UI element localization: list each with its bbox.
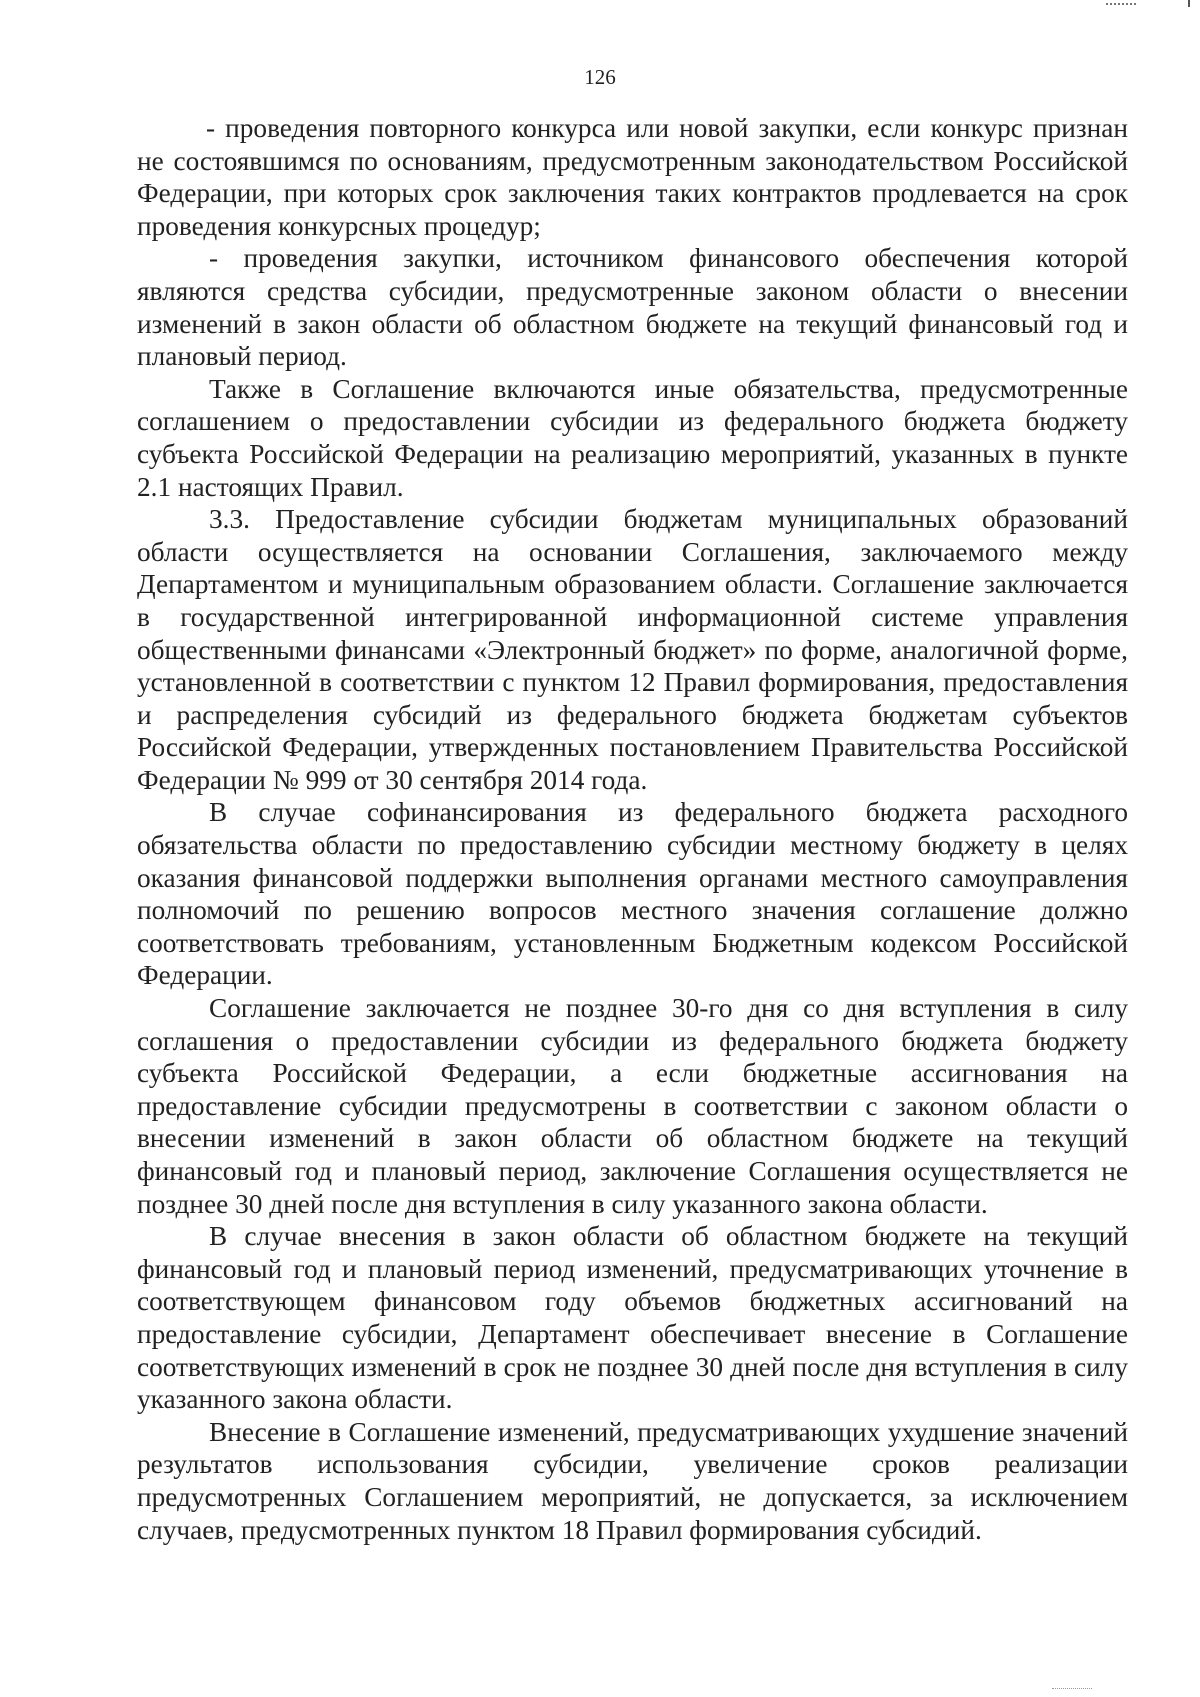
paragraph-budget-amendments: В случае внесения в закон области об областном бюджете на текущий финансовый год и плановый период изменений, предусматривающих уточнение в соответствующем финансовом году объемов бюджетных ассигнований на предоставление субсидии, Департамент обеспечивает внесение в Соглашение соответствующих изменений в срок не позднее 30 дней после дня вступления в силу указанного закона области. <box>137 1221 1128 1415</box>
paragraph-subsidy-procurement: - проведения закупки, источником финансового обеспечения которой являются средства субсидии, предусмотренные законом области о внесении изменений в закон области об областном бюджете на текущий финансовый год и плановый период. <box>137 243 1128 372</box>
paragraph-agreement-deadline: Соглашение заключается не позднее 30-го дня со дня вступления в силу соглашения о предоставлении субсидии из федерального бюджета бюджету субъекта Российской Федерации, а если бюджетные ассигнования на предоставление субсидии предусмотрены в соответствии с законом области о внесении изменений в закон области об областном бюджете на текущий финансовый год и плановый период, заключение Соглашения осуществляется не позднее 30 дней после дня вступления в силу указанного закона области. <box>137 993 1128 1219</box>
paragraph-cofinancing: В случае софинансирования из федерального бюджета расходного обязательства области по предоставлению субсидии местному бюджету в целях оказания финансовой поддержки выполнения органами местного самоуправления полномочий по решению вопросов местного значения соглашение должно соответствовать требованиям, установленным Бюджетным кодексом Российской Федерации. <box>137 797 1128 991</box>
page-number: 126 <box>584 65 616 89</box>
scan-dots-decoration <box>1106 0 1136 5</box>
paragraph-changes-restriction: Внесение в Соглашение изменений, предусматривающих ухудшение значений результатов использования субсидии, увеличение сроков реализации предусмотренных Соглашением мероприятий, не допускается, за исключением случаев, предусмотренных пунктом 18 Правил формирования субсидий. <box>137 1416 1128 1545</box>
document-body <box>137 112 1128 1546</box>
paragraph-repeat-tender: - проведения повторного конкурса или новой закупки, если конкурс признан не состоявшимся по основаниям, предусмотренным законодательством Российской Федерации, при которых срок заключения таких контрактов продлевается на срок проведения конкурсных процедур; <box>137 113 1128 241</box>
paragraph-other-obligations: Также в Соглашение включаются иные обязательства, предусмотренные соглашением о предоставлении субсидии из федерального бюджета бюджету субъекта Российской Федерации на реализацию мероприятий, указанных в пункте 2.1 настоящих Правил. <box>137 373 1128 502</box>
scan-tick-decoration <box>1188 0 1190 7</box>
paragraph-section-3-3: 3.3. Предоставление субсидии бюджетам муниципальных образований области осуществляется на основании Соглашения, заключаемого между Департаментом и муниципальным образованием области. Соглашение заключается в государственной интегрированной информационной системе управления общественными финансами «Электронный бюджет» по форме, аналогичной форме, установленной в соответствии с пунктом 12 Правил формирования, предоставления и распределения субсидий из федерального бюджета бюджетам субъектов Российской Федерации, утвержденных постановлением Правительства Российской Федерации № 999 от 30 сентября 2014 года. <box>137 504 1128 795</box>
scan-bottom-mark <box>1052 1688 1092 1692</box>
scan-corner-mark <box>1070 0 1190 8</box>
